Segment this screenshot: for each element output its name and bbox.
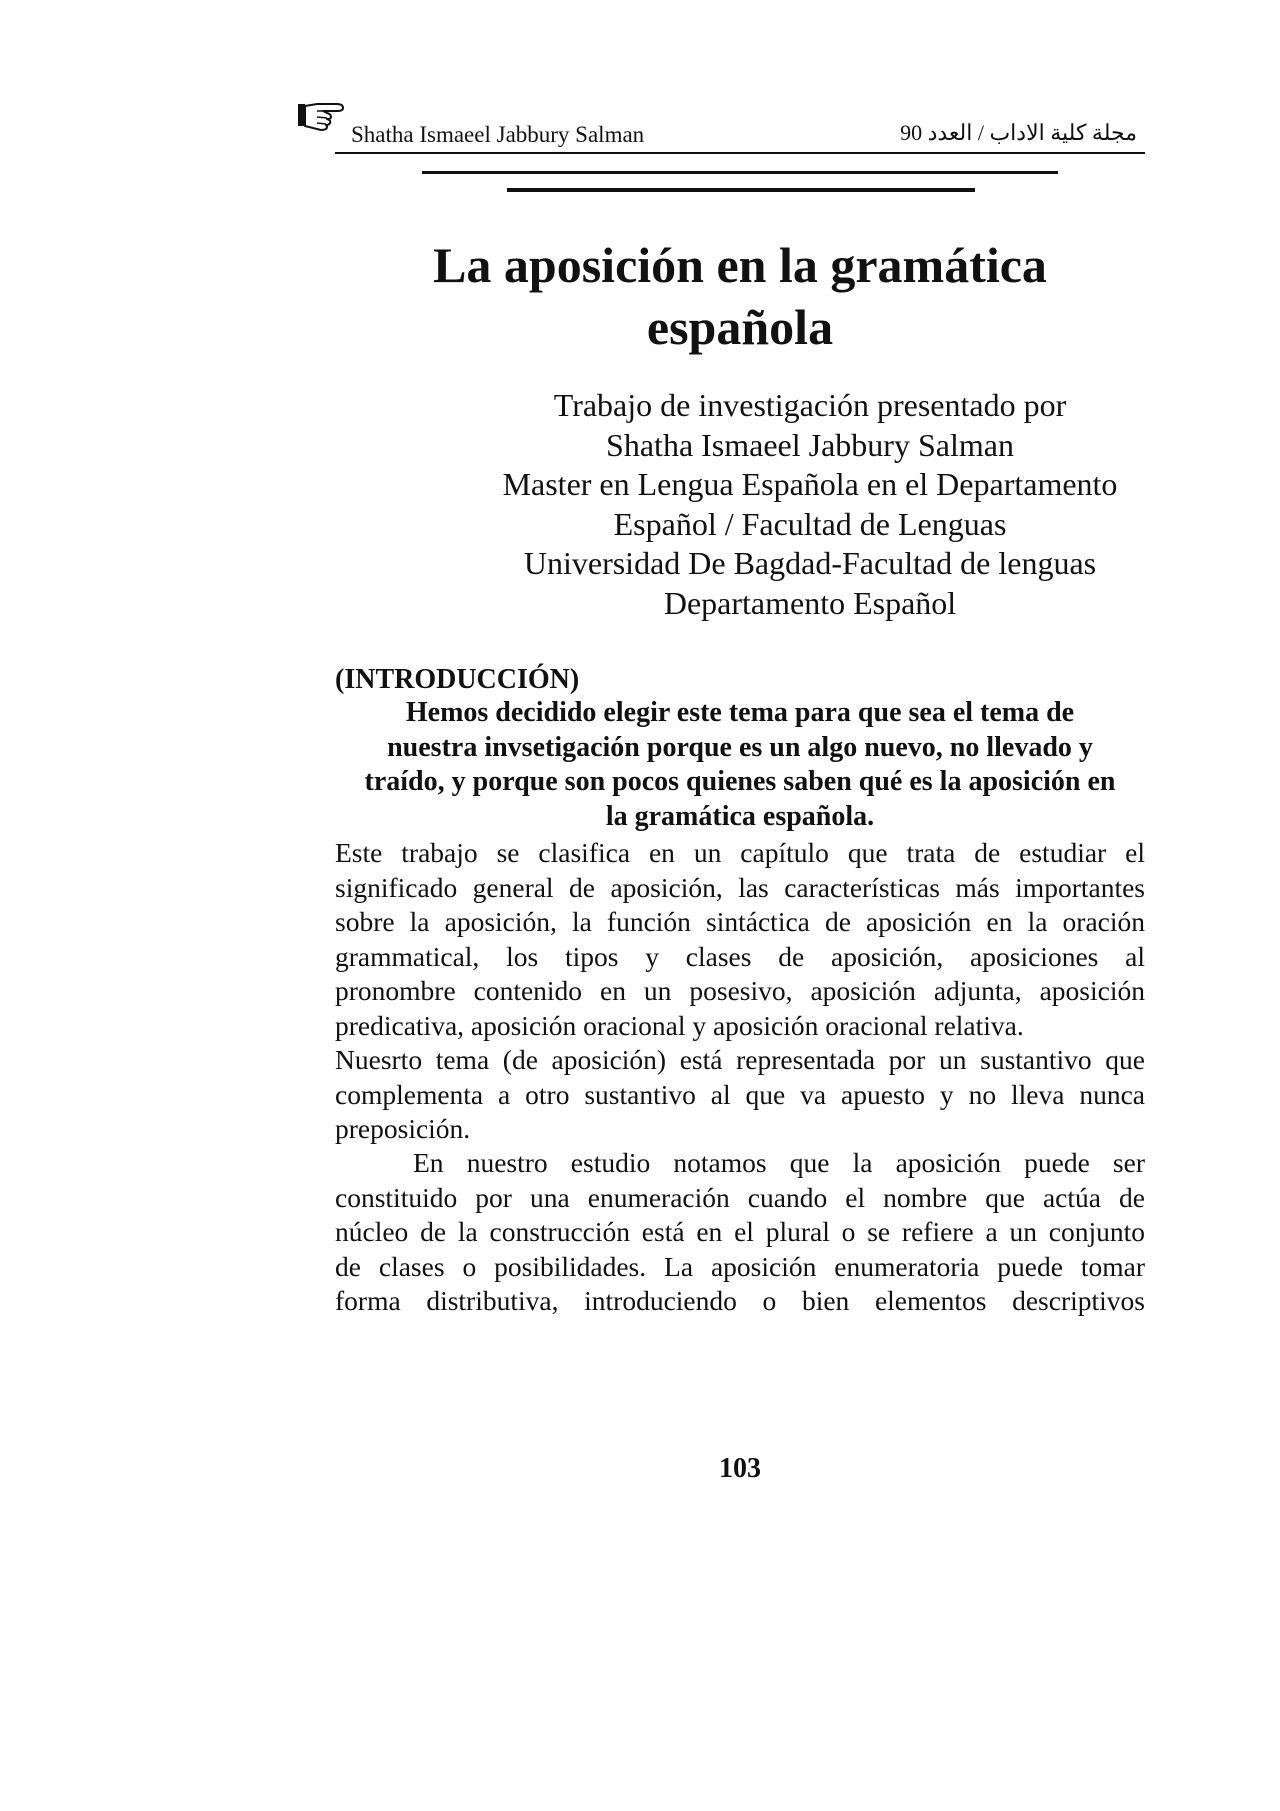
paragraph-line: Nuesrto tema (de aposición) está representada por un sustantivo que [335, 1044, 1145, 1075]
paragraph-line: constituido por una enumeración cuando el nombre que actúa de [335, 1181, 1145, 1213]
paragraph-line: pronombre contenido en un posesivo, aposición adjunta, aposición [335, 975, 1145, 1007]
body-paragraph-2 [335, 1043, 1145, 1147]
abstract-line: nuestra invsetigación porque es un algo nuevo, no llevado y [387, 731, 1093, 763]
abstract-line: traído, y porque son pocos quienes saben qué es la aposición en [364, 766, 1116, 798]
abstract-line: la gramática española. [605, 800, 875, 832]
intro-abstract [335, 696, 1145, 834]
abstract-line: Hemos decidido elegir este tema para que sea el tema de [405, 697, 1075, 728]
running-header-author: Shatha Ismaeel Jabbury Salman [351, 122, 645, 147]
pointing-hand-icon [297, 98, 345, 132]
page-number: 103 [719, 1453, 761, 1484]
header-rule [335, 152, 1145, 154]
paragraph-line: grammatical, los tipos y clases de aposición, aposiciones al [335, 940, 1145, 972]
byline-line: Español / Facultad de Lenguas [613, 505, 1007, 542]
byline-line: Trabajo de investigación presentado por [553, 387, 1067, 423]
article-title-line-2: española [646, 299, 834, 355]
byline-line: Master en Lengua Española en el Departamento [502, 466, 1118, 502]
section-heading-introduccion: (INTRODUCCIÓN) [335, 664, 580, 695]
running-header-journal: مجلة كلية الاداب / العدد 90 [900, 120, 1137, 145]
paragraph-line: Este trabajo se clasifica en un capítulo que trata de estudiar el [335, 837, 1145, 868]
paragraph-line: núcleo de la construcción está en el plural o se refiere a un conjunto [335, 1216, 1145, 1248]
paragraph-line: En nuestro estudio notamos que la aposición puede ser [413, 1147, 1145, 1178]
paragraph-line: de clases o posibilidades. La aposición enumeratoria puede tomar [335, 1250, 1145, 1282]
body-paragraph-3 [335, 1146, 1145, 1319]
paragraph-line: complementa a otro sustantivo al que va apuesto y no lleva nunca [335, 1078, 1145, 1110]
title-rule-lower [507, 188, 975, 192]
byline-line: Shatha Ismaeel Jabbury Salman [606, 426, 1014, 463]
article-title-line-1: La aposición en la gramática [433, 237, 1047, 293]
body-paragraph-1 [335, 836, 1145, 1044]
paragraph-line: significado general de aposición, las características más importantes [335, 871, 1145, 903]
byline-line: Universidad De Bagdad-Facultad de lenguas [523, 545, 1097, 581]
paragraph-line: sobre la aposición, la función sintáctica de aposición en la oración [335, 906, 1145, 938]
paragraph-line: predicativa, aposición oracional y aposición oracional relativa. [335, 1009, 1024, 1041]
author-byline [470, 386, 1150, 623]
byline-line: Departamento Español [663, 584, 957, 621]
paragraph-line: forma distributiva, introduciendo o bien elementos descriptivos [335, 1285, 1145, 1317]
paragraph-line: preposición. [335, 1113, 471, 1145]
article-title [335, 234, 1145, 358]
title-rule-upper [422, 171, 1058, 174]
